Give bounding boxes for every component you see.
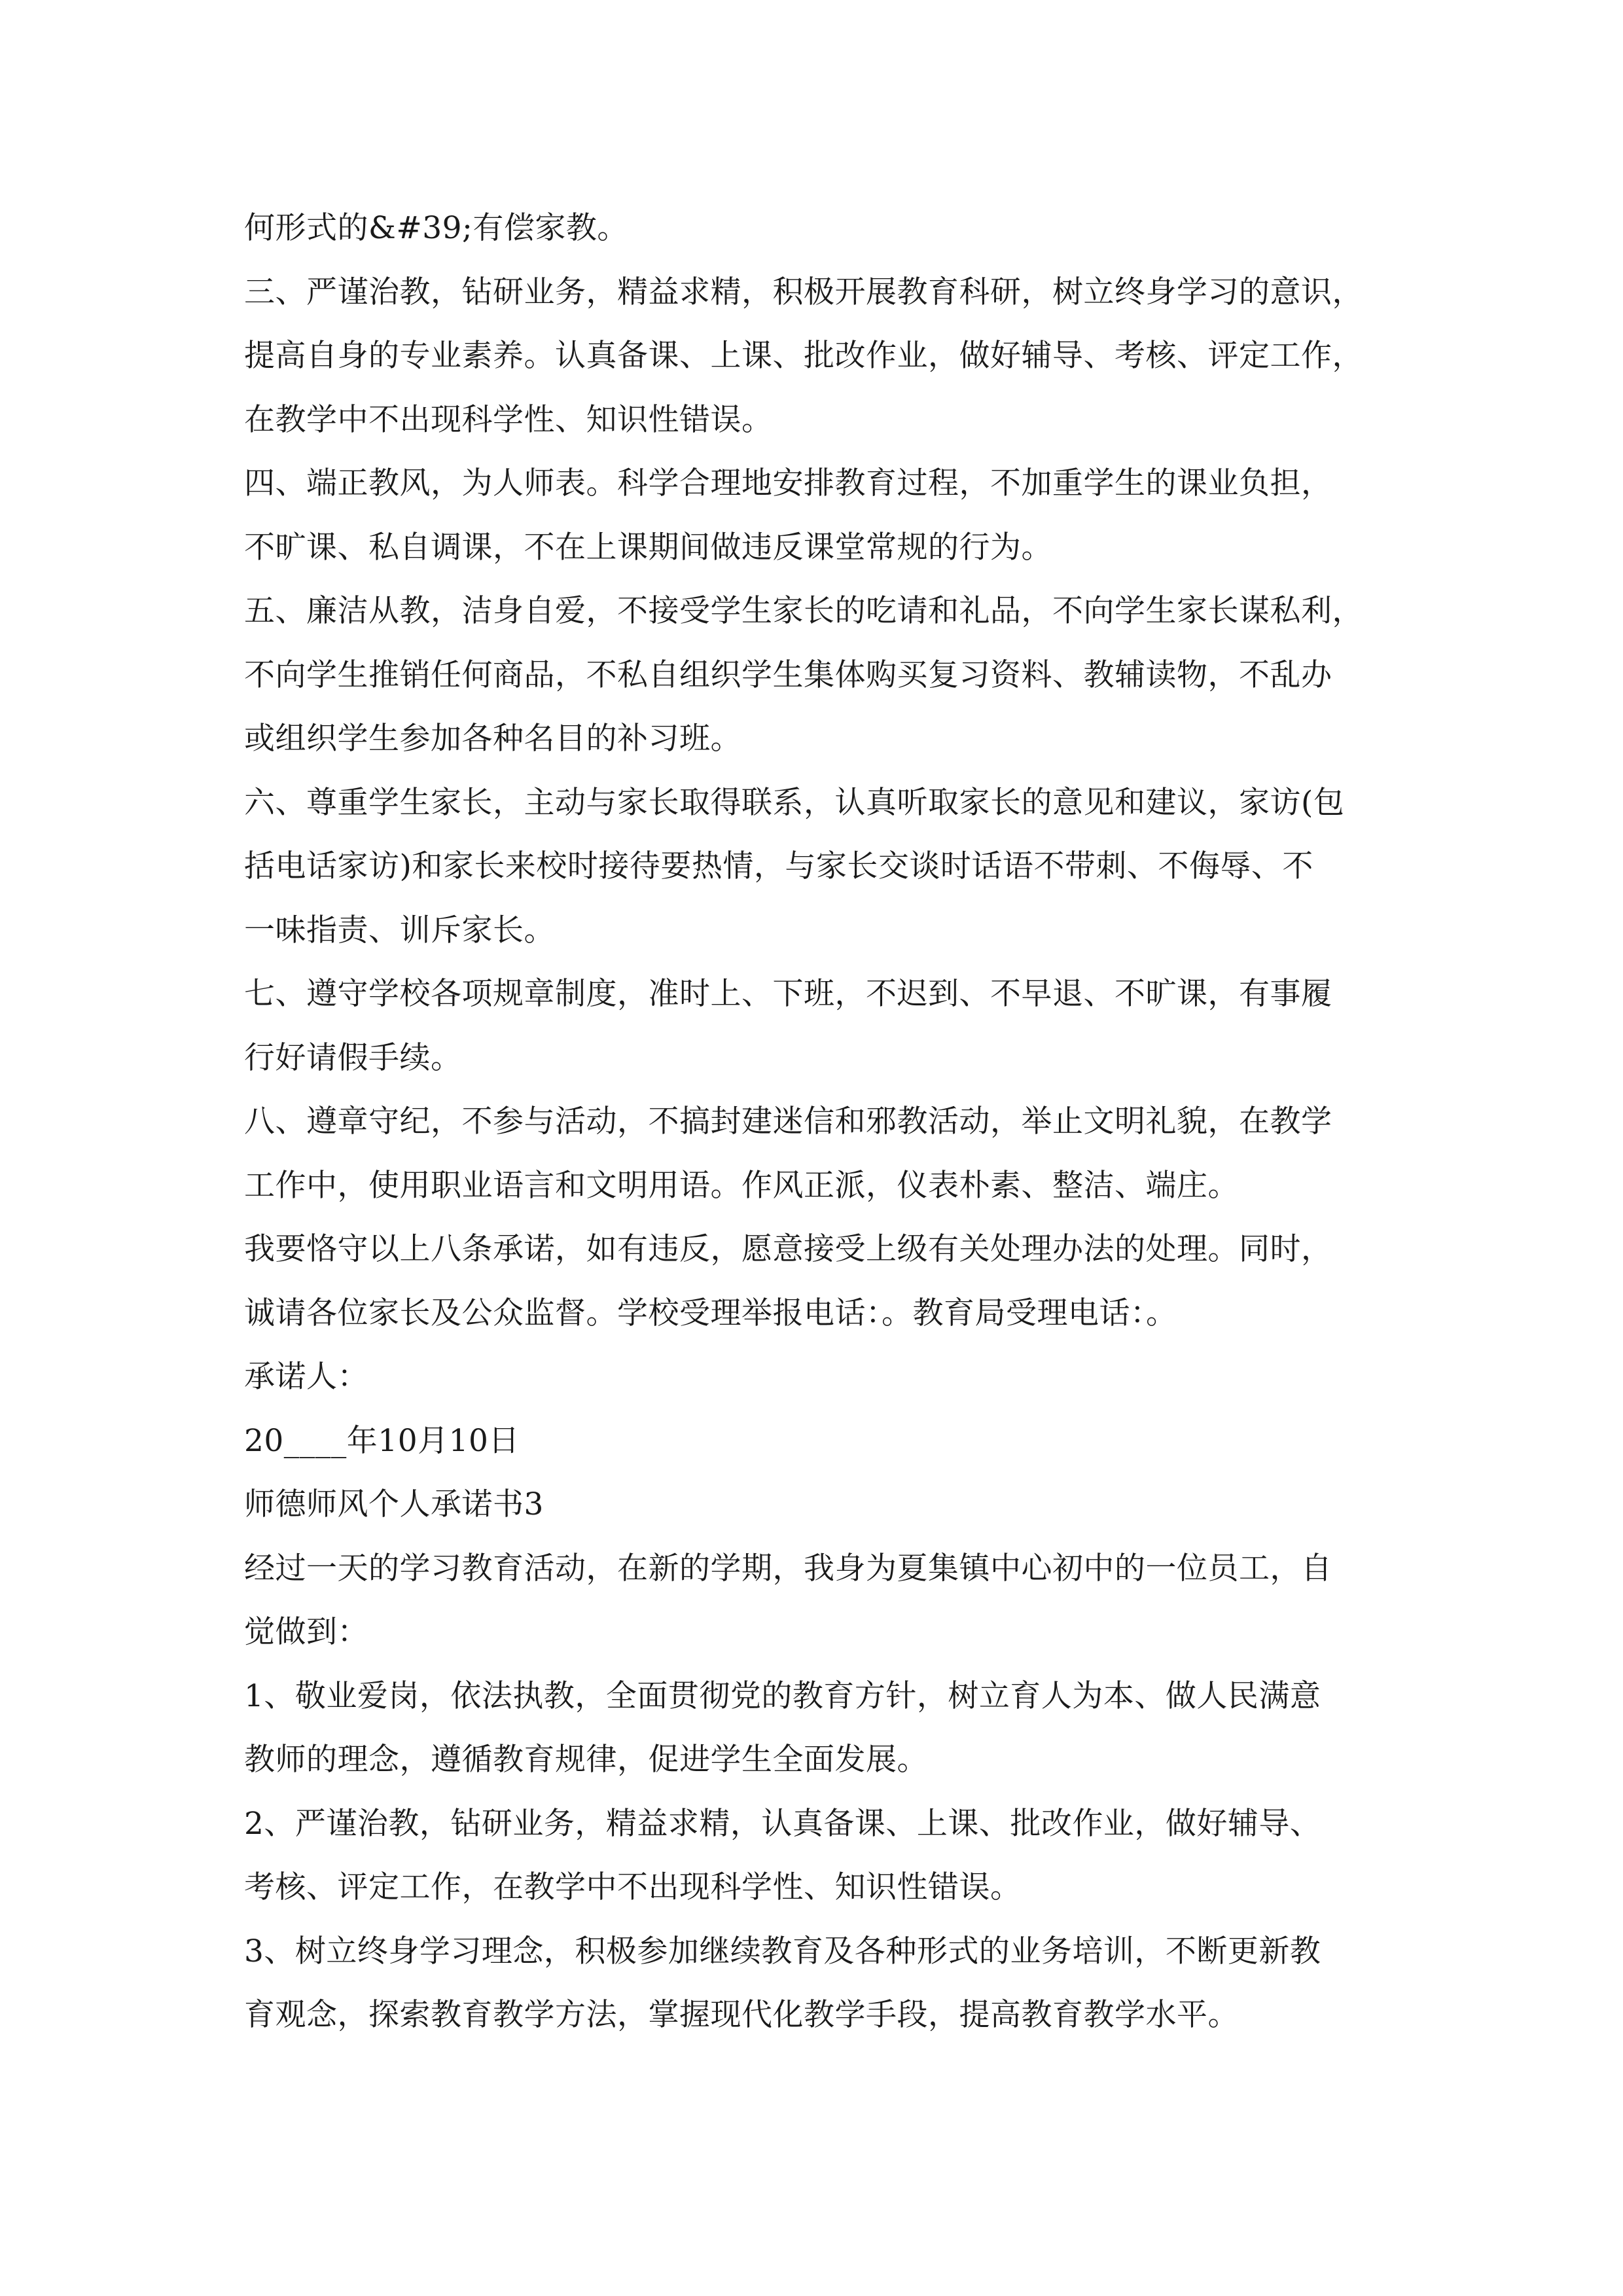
text-line: 1、敬业爱岗，依法执教，全面贯彻党的教育方针，树立育人为本、做人民满意 <box>244 1677 1321 1714</box>
text-line: 何形式的&#39;有偿家教。 <box>244 210 628 246</box>
text-line: 五、廉洁从教，洁身自爱，不接受学生家长的吃请和礼品，不向学生家长谋私利， <box>244 593 1363 629</box>
text-line: 提高自身的专业素养。认真备课、上课、批改作业，做好辅导、考核、评定工作， <box>244 338 1363 374</box>
date-line: 20____年10月10日 <box>244 1422 520 1459</box>
text-line: 行好请假手续。 <box>244 1039 462 1076</box>
text-line: 不旷课、私自调课，不在上课期间做违反课堂常规的行为。 <box>244 529 1052 565</box>
text-line: 八、遵章守纪，不参与活动，不搞封建迷信和邪教活动，举止文明礼貌，在教学 <box>244 1103 1332 1139</box>
text-line: 三、严谨治教，钻研业务，精益求精，积极开展教育科研，树立终身学习的意识， <box>244 274 1363 310</box>
text-line: 诚请各位家长及公众监督。学校受理举报电话：。教育局受理电话：。 <box>244 1295 1177 1331</box>
text-line: 觉做到： <box>244 1614 368 1650</box>
text-line: 在教学中不出现科学性、知识性错误。 <box>244 401 773 438</box>
section-title: 师德师风个人承诺书3 <box>244 1486 544 1522</box>
text-line: 六、尊重学生家长，主动与家长取得联系，认真听取家长的意见和建议，家访(包 <box>244 784 1345 821</box>
text-line: 我要恪守以上八条承诺，如有违反，愿意接受上级有关处理办法的处理。同时， <box>244 1231 1332 1267</box>
text-line: 经过一天的学习教育活动，在新的学期，我身为夏集镇中心初中的一位员工，自 <box>244 1550 1332 1587</box>
signature-label: 承诺人： <box>244 1359 368 1395</box>
text-line: 考核、评定工作，在教学中不出现科学性、知识性错误。 <box>244 1869 1022 1905</box>
text-line: 括电话家访)和家长来校时接待要热情，与家长交谈时话语不带刺、不侮辱、不 <box>244 848 1313 884</box>
text-line: 一味指责、训斥家长。 <box>244 912 555 948</box>
text-line: 2、严谨治教，钻研业务，精益求精，认真备课、上课、批改作业，做好辅导、 <box>244 1805 1321 1842</box>
text-line: 不向学生推销任何商品，不私自组织学生集体购买复习资料、教辅读物，不乱办 <box>244 656 1332 693</box>
document-body <box>244 196 1422 2047</box>
text-line: 七、遵守学校各项规章制度，准时上、下班，不迟到、不早退、不旷课，有事履 <box>244 976 1332 1012</box>
text-line: 教师的理念，遵循教育规律，促进学生全面发展。 <box>244 1742 928 1778</box>
text-line: 或组织学生参加各种名目的补习班。 <box>244 721 741 757</box>
text-line: 工作中，使用职业语言和文明用语。作风正派，仪表朴素、整洁、端庄。 <box>244 1167 1239 1204</box>
text-line: 育观念，探索教育教学方法，掌握现代化教学手段，提高教育教学水平。 <box>244 1997 1239 2033</box>
text-line: 3、树立终身学习理念，积极参加继续教育及各种形式的业务培训，不断更新教 <box>244 1933 1321 1969</box>
text-line: 四、端正教风，为人师表。科学合理地安排教育过程，不加重学生的课业负担， <box>244 465 1332 501</box>
